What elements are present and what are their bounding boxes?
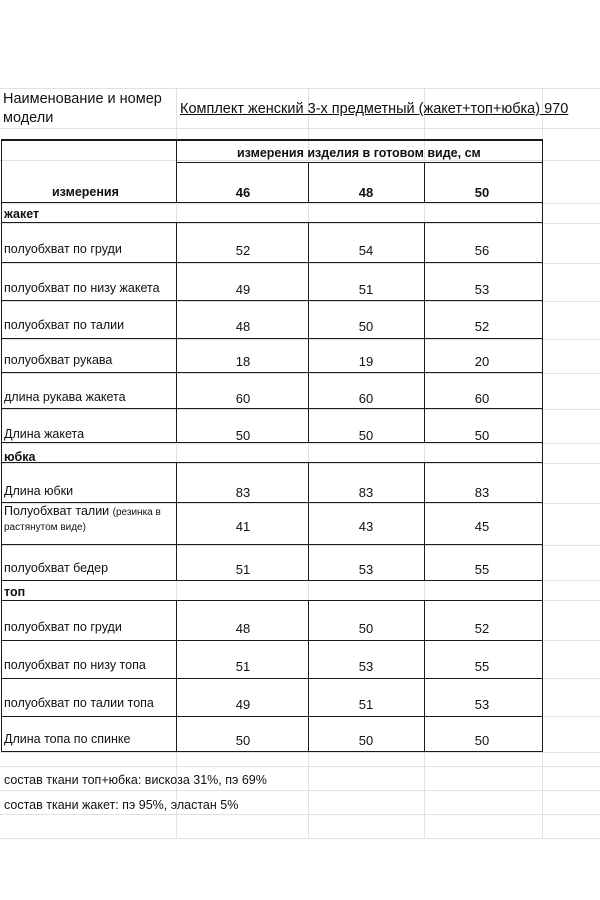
table-border-h <box>176 162 542 163</box>
cell-value: 60 <box>358 391 374 406</box>
sheet-gridline-h <box>0 790 600 791</box>
cell-value: 43 <box>358 519 374 534</box>
table-border-h <box>1 139 542 141</box>
cell-value: 50 <box>474 428 490 443</box>
cell-value: 60 <box>235 391 251 406</box>
sheet-gridline-h <box>0 301 600 302</box>
table-border-v <box>1 139 2 752</box>
sheet-gridline-h <box>0 838 600 839</box>
row-label: полуобхват по низу топа <box>4 658 146 672</box>
table-border-v <box>308 462 309 580</box>
cell-value: 54 <box>358 243 374 258</box>
row-label: полуобхват бедер <box>4 561 109 575</box>
row-label: полуобхват рукава <box>4 353 113 367</box>
table-border-v <box>308 600 309 752</box>
table-border-v <box>424 162 425 203</box>
row-label: Полуобхват талии <box>4 504 110 518</box>
cell-value: 50 <box>235 428 251 443</box>
cell-value: 50 <box>358 733 374 748</box>
cell-value: 52 <box>235 243 251 258</box>
table-border-v <box>176 222 177 443</box>
sheet-gridline-h <box>0 814 600 815</box>
table-border-h <box>1 408 542 409</box>
sheet-gridline-h <box>0 88 600 89</box>
table-border-h <box>1 640 542 641</box>
table-border-v <box>176 462 177 580</box>
row-label: Длина юбки <box>4 484 74 498</box>
table-border-h <box>1 716 542 717</box>
table-border-h <box>1 751 542 752</box>
row-label: длина рукава жакета <box>4 390 126 404</box>
cell-value: 48 <box>235 319 251 334</box>
row-label: Длина топа по спинке <box>4 732 131 746</box>
sheet-gridline-h <box>0 463 600 464</box>
table-border-h <box>1 600 542 601</box>
cell-value: 51 <box>235 659 251 674</box>
cell-value: 50 <box>235 733 251 748</box>
row-label: полуобхват по груди <box>4 242 122 256</box>
table-border-h <box>1 262 542 263</box>
cell-value: 49 <box>235 697 251 712</box>
table-border-h <box>1 338 542 339</box>
model-label-line2: модели <box>3 110 54 126</box>
cell-value: 50 <box>358 621 374 636</box>
section-title-skirt: юбка <box>4 450 36 464</box>
sheet-gridline-h <box>0 373 600 374</box>
table-border-h <box>1 502 542 503</box>
cell-value: 53 <box>358 659 374 674</box>
row-label-multiline <box>4 504 161 520</box>
cell-value: 83 <box>235 485 251 500</box>
model-label <box>3 90 162 128</box>
cell-value: 50 <box>358 428 374 443</box>
row-label: полуобхват по талии <box>4 318 125 332</box>
row-note: (резинка в <box>112 507 161 518</box>
model-name: Комплект женский 3-х предметный (жакет+топ+юбка) 970 <box>180 101 569 117</box>
cell-value: 83 <box>358 485 374 500</box>
cell-value: 51 <box>358 282 374 297</box>
table-border-h <box>1 462 542 463</box>
sheet-gridline-h <box>0 128 600 129</box>
table-border-h <box>1 222 542 223</box>
sheet-gridline-h <box>0 752 600 753</box>
size-header-46: 46 <box>235 185 251 200</box>
fabric-composition-jacket: состав ткани жакет: пэ 95%, эластан 5% <box>4 798 239 812</box>
table-border-v <box>424 600 425 752</box>
sheet-gridline-h <box>0 223 600 224</box>
cell-value: 41 <box>235 519 251 534</box>
cell-value: 50 <box>358 319 374 334</box>
table-border-v <box>424 462 425 580</box>
cell-value: 50 <box>474 733 490 748</box>
row-header: измерения <box>52 185 119 199</box>
cell-value: 49 <box>235 282 251 297</box>
table-border-h <box>1 372 542 373</box>
cell-value: 18 <box>235 354 251 369</box>
row-note: растянутом виде) <box>4 522 86 533</box>
table-border-v <box>308 162 309 203</box>
row-label: полуобхват по груди <box>4 620 122 634</box>
fabric-composition-top-skirt: состав ткани топ+юбка: вискоза 31%, пэ 69% <box>4 773 267 787</box>
section-title-jacket: жакет <box>4 207 40 221</box>
row-label: полуобхват по талии топа <box>4 696 154 710</box>
size-header-50: 50 <box>474 185 490 200</box>
cell-value: 56 <box>474 243 490 258</box>
sheet-gridline-h <box>0 766 600 767</box>
row-label: полуобхват по низу жакета <box>4 281 160 295</box>
sheet-gridline-h <box>0 409 600 410</box>
sheet-gridline-h <box>0 339 600 340</box>
sheet-gridline-h <box>0 545 600 546</box>
cell-value: 52 <box>474 621 490 636</box>
size-header-48: 48 <box>358 185 374 200</box>
cell-value: 55 <box>474 659 490 674</box>
cell-value: 51 <box>235 562 251 577</box>
cell-value: 53 <box>474 697 490 712</box>
table-border-h <box>1 202 542 203</box>
cell-value: 20 <box>474 354 490 369</box>
cell-value: 53 <box>474 282 490 297</box>
cell-value: 45 <box>474 519 490 534</box>
table-border-v <box>176 139 177 203</box>
cell-value: 53 <box>358 562 374 577</box>
cell-value: 55 <box>474 562 490 577</box>
cell-value: 51 <box>358 697 374 712</box>
table-border-v <box>176 600 177 752</box>
group-header: измерения изделия в готовом виде, см <box>237 146 481 160</box>
table-border-v <box>308 222 309 443</box>
sheet-gridline-h <box>0 160 600 161</box>
sheet-gridline-h <box>0 263 600 264</box>
sheet-gridline-h <box>0 203 600 204</box>
table-border-v <box>542 139 543 752</box>
table-border-h <box>1 300 542 301</box>
model-label-line1: Наименование и номер <box>3 91 162 107</box>
table-border-h <box>1 678 542 679</box>
section-title-top: топ <box>4 585 26 599</box>
sheet-gridline-h <box>0 443 600 444</box>
row-label: Длина жакета <box>4 427 85 441</box>
cell-value: 19 <box>358 354 374 369</box>
table-border-v <box>424 222 425 443</box>
cell-value: 52 <box>474 319 490 334</box>
cell-value: 60 <box>474 391 490 406</box>
cell-value: 48 <box>235 621 251 636</box>
table-border-h <box>1 544 542 545</box>
table-border-h <box>1 580 542 581</box>
cell-value: 83 <box>474 485 490 500</box>
